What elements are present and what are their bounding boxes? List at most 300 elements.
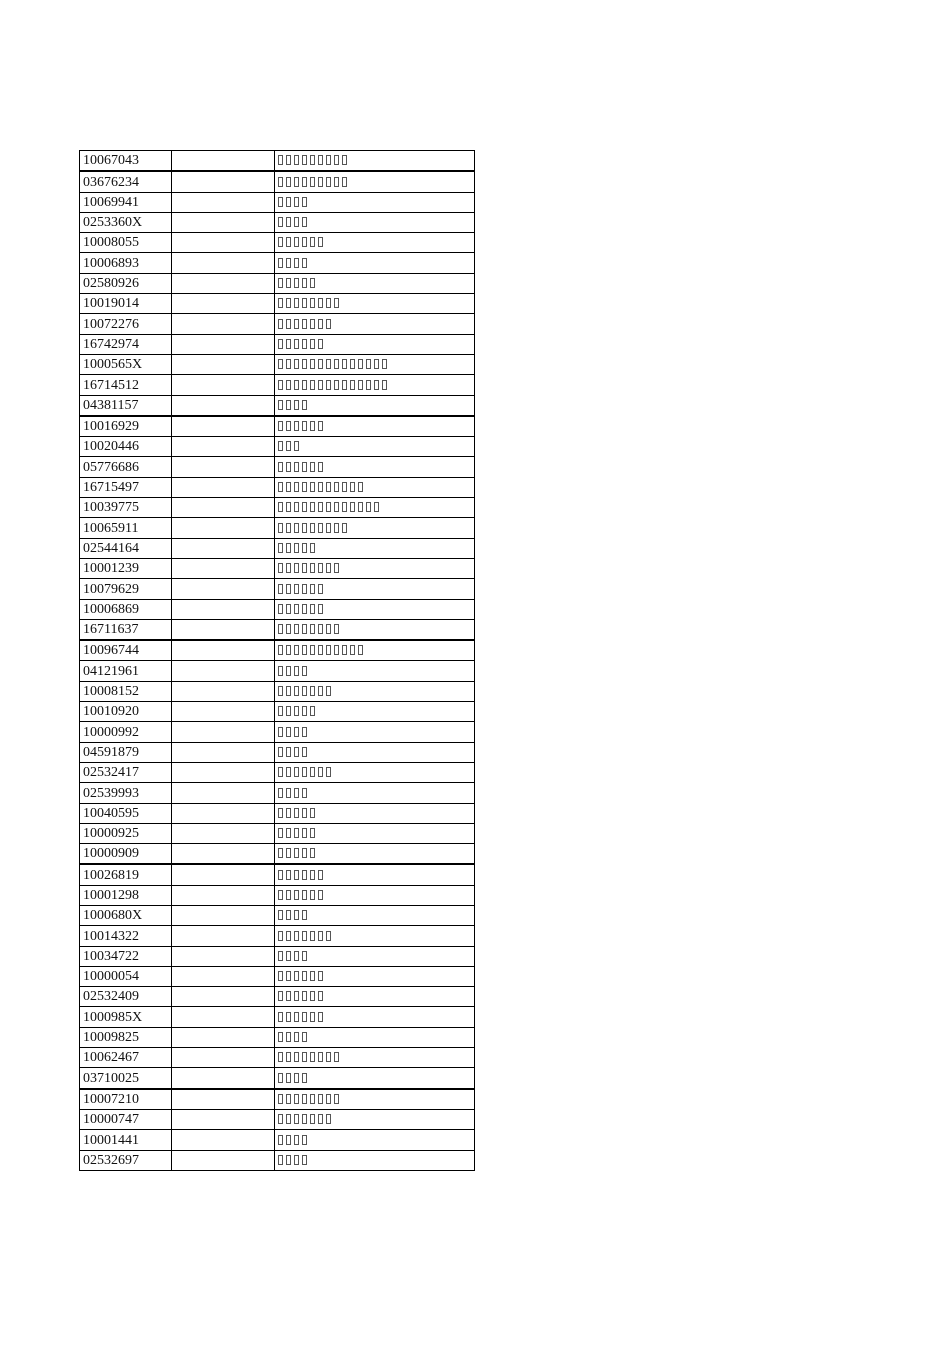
- missing-glyph-icon: [286, 890, 291, 900]
- missing-glyph-icon: [318, 604, 323, 614]
- code-cell[interactable]: 1000565X: [80, 354, 172, 374]
- missing-glyph-icon: [342, 155, 347, 165]
- code-cell[interactable]: 10062467: [80, 1048, 172, 1068]
- code-cell[interactable]: 10000747: [80, 1109, 172, 1129]
- missing-glyph-icon: [334, 380, 339, 390]
- missing-glyph-icon: [302, 523, 307, 533]
- code-cell[interactable]: 04381157: [80, 395, 172, 416]
- empty-cell[interactable]: [172, 498, 275, 518]
- empty-cell[interactable]: [172, 212, 275, 232]
- missing-glyph-icon: [294, 1114, 299, 1124]
- missing-glyph-icon: [310, 584, 315, 594]
- missing-glyph-icon: [310, 848, 315, 858]
- name-cell[interactable]: [275, 375, 475, 395]
- name-cell[interactable]: [275, 1027, 475, 1047]
- name-cell[interactable]: [275, 1109, 475, 1129]
- code-cell[interactable]: 10016929: [80, 416, 172, 437]
- missing-glyph-icon: [302, 462, 307, 472]
- missing-glyph-icon: [310, 645, 315, 655]
- code-cell[interactable]: 04121961: [80, 661, 172, 681]
- empty-cell[interactable]: [172, 334, 275, 354]
- missing-glyph-icon: [310, 1012, 315, 1022]
- name-cell[interactable]: [275, 558, 475, 578]
- table-row: [80, 661, 475, 681]
- empty-cell[interactable]: [172, 1068, 275, 1089]
- empty-cell[interactable]: [172, 803, 275, 823]
- empty-cell[interactable]: [172, 926, 275, 946]
- missing-glyph-icon: [318, 1012, 323, 1022]
- name-cell[interactable]: [275, 702, 475, 722]
- missing-glyph-icon: [286, 991, 291, 1001]
- code-cell[interactable]: 10034722: [80, 946, 172, 966]
- missing-glyph-icon: [334, 1094, 339, 1104]
- code-cell[interactable]: 10008055: [80, 233, 172, 253]
- name-cell[interactable]: [275, 926, 475, 946]
- name-cell[interactable]: [275, 1150, 475, 1170]
- code-cell[interactable]: 02580926: [80, 273, 172, 293]
- code-cell[interactable]: 10067043: [80, 151, 172, 172]
- name-cell[interactable]: [275, 1048, 475, 1068]
- code-cell[interactable]: 10026819: [80, 864, 172, 885]
- code-cell[interactable]: 10007210: [80, 1089, 172, 1110]
- empty-cell[interactable]: [172, 354, 275, 374]
- empty-cell[interactable]: [172, 273, 275, 293]
- missing-glyph-icon: [286, 788, 291, 798]
- empty-cell[interactable]: [172, 823, 275, 843]
- code-cell[interactable]: 10079629: [80, 579, 172, 599]
- missing-glyph-icon: [302, 1114, 307, 1124]
- missing-glyph-icon: [278, 890, 283, 900]
- missing-glyph-icon: [286, 828, 291, 838]
- name-cell[interactable]: [275, 416, 475, 437]
- name-cell[interactable]: [275, 762, 475, 782]
- missing-glyph-icon: [286, 237, 291, 247]
- empty-cell[interactable]: [172, 864, 275, 885]
- empty-cell[interactable]: [172, 762, 275, 782]
- name-cell[interactable]: [275, 579, 475, 599]
- empty-cell[interactable]: [172, 1150, 275, 1170]
- missing-glyph-icon: [286, 951, 291, 961]
- name-cell[interactable]: [275, 538, 475, 558]
- missing-glyph-icon: [294, 298, 299, 308]
- empty-cell[interactable]: [172, 987, 275, 1007]
- missing-glyph-icon: [302, 155, 307, 165]
- empty-cell[interactable]: [172, 1007, 275, 1027]
- table-row: [80, 864, 475, 885]
- missing-glyph-icon: [318, 624, 323, 634]
- missing-glyph-icon: [294, 910, 299, 920]
- missing-glyph-icon: [302, 848, 307, 858]
- name-cell[interactable]: [275, 987, 475, 1007]
- missing-glyph-icon: [294, 380, 299, 390]
- empty-cell[interactable]: [172, 192, 275, 212]
- name-cell[interactable]: [275, 151, 475, 172]
- name-cell[interactable]: [275, 885, 475, 905]
- name-cell[interactable]: [275, 457, 475, 477]
- missing-glyph-icon: [286, 645, 291, 655]
- table-row: [80, 273, 475, 293]
- missing-glyph-icon: [310, 971, 315, 981]
- empty-cell[interactable]: [172, 619, 275, 640]
- missing-glyph-icon: [334, 177, 339, 187]
- missing-glyph-icon: [342, 502, 347, 512]
- table-row: [80, 681, 475, 701]
- missing-glyph-icon: [286, 462, 291, 472]
- empty-cell[interactable]: [172, 1048, 275, 1068]
- missing-glyph-icon: [294, 359, 299, 369]
- name-cell[interactable]: [275, 1130, 475, 1150]
- empty-cell[interactable]: [172, 416, 275, 437]
- missing-glyph-icon: [302, 931, 307, 941]
- name-cell[interactable]: [275, 966, 475, 986]
- missing-glyph-icon: [278, 278, 283, 288]
- code-cell[interactable]: 10019014: [80, 294, 172, 314]
- missing-glyph-icon: [278, 747, 283, 757]
- name-cell[interactable]: [275, 946, 475, 966]
- missing-glyph-icon: [278, 1114, 283, 1124]
- code-cell[interactable]: 10000992: [80, 722, 172, 742]
- name-cell[interactable]: [275, 619, 475, 640]
- name-cell[interactable]: [275, 253, 475, 273]
- missing-glyph-icon: [278, 482, 283, 492]
- name-cell[interactable]: [275, 661, 475, 681]
- missing-glyph-icon: [294, 502, 299, 512]
- missing-glyph-icon: [318, 1094, 323, 1104]
- name-cell[interactable]: [275, 437, 475, 457]
- empty-cell[interactable]: [172, 1027, 275, 1047]
- missing-glyph-icon: [286, 197, 291, 207]
- missing-glyph-icon: [286, 543, 291, 553]
- missing-glyph-icon: [302, 991, 307, 1001]
- code-cell[interactable]: 0253360X: [80, 212, 172, 232]
- empty-cell[interactable]: [172, 1089, 275, 1110]
- missing-glyph-icon: [278, 1135, 283, 1145]
- code-cell[interactable]: 10008152: [80, 681, 172, 701]
- code-cell[interactable]: 10020446: [80, 437, 172, 457]
- missing-glyph-icon: [334, 482, 339, 492]
- missing-glyph-icon: [310, 624, 315, 634]
- missing-glyph-icon: [278, 339, 283, 349]
- missing-glyph-icon: [334, 298, 339, 308]
- code-cell[interactable]: 16742974: [80, 334, 172, 354]
- table-row: [80, 1089, 475, 1110]
- name-cell[interactable]: [275, 1068, 475, 1089]
- table-row: [80, 233, 475, 253]
- missing-glyph-icon: [326, 298, 331, 308]
- missing-glyph-icon: [326, 177, 331, 187]
- table-row: [80, 823, 475, 843]
- missing-glyph-icon: [302, 1012, 307, 1022]
- name-cell[interactable]: [275, 395, 475, 416]
- missing-glyph-icon: [302, 278, 307, 288]
- name-cell[interactable]: [275, 212, 475, 232]
- empty-cell[interactable]: [172, 171, 275, 192]
- missing-glyph-icon: [278, 237, 283, 247]
- table-row: [80, 416, 475, 437]
- missing-glyph-icon: [318, 380, 323, 390]
- missing-glyph-icon: [318, 686, 323, 696]
- missing-glyph-icon: [334, 155, 339, 165]
- empty-cell[interactable]: [172, 579, 275, 599]
- code-cell[interactable]: 02532409: [80, 987, 172, 1007]
- missing-glyph-icon: [302, 624, 307, 634]
- missing-glyph-icon: [318, 502, 323, 512]
- name-cell[interactable]: [275, 722, 475, 742]
- empty-cell[interactable]: [172, 905, 275, 925]
- missing-glyph-icon: [326, 482, 331, 492]
- table-row: [80, 640, 475, 661]
- name-cell[interactable]: [275, 334, 475, 354]
- name-cell[interactable]: [275, 294, 475, 314]
- empty-cell[interactable]: [172, 538, 275, 558]
- missing-glyph-icon: [278, 624, 283, 634]
- code-cell[interactable]: 10001239: [80, 558, 172, 578]
- missing-glyph-icon: [294, 706, 299, 716]
- missing-glyph-icon: [302, 971, 307, 981]
- missing-glyph-icon: [286, 217, 291, 227]
- code-cell[interactable]: 1000985X: [80, 1007, 172, 1027]
- missing-glyph-icon: [302, 584, 307, 594]
- name-cell[interactable]: [275, 1089, 475, 1110]
- missing-glyph-icon: [286, 666, 291, 676]
- empty-cell[interactable]: [172, 640, 275, 661]
- empty-cell[interactable]: [172, 885, 275, 905]
- code-cell[interactable]: 02544164: [80, 538, 172, 558]
- empty-cell[interactable]: [172, 661, 275, 681]
- missing-glyph-icon: [310, 482, 315, 492]
- missing-glyph-icon: [286, 1012, 291, 1022]
- code-cell[interactable]: 16715497: [80, 477, 172, 497]
- missing-glyph-icon: [278, 441, 283, 451]
- name-cell[interactable]: [275, 742, 475, 762]
- code-cell[interactable]: 10006869: [80, 599, 172, 619]
- name-cell[interactable]: [275, 498, 475, 518]
- missing-glyph-icon: [294, 991, 299, 1001]
- name-cell[interactable]: [275, 192, 475, 212]
- missing-glyph-icon: [374, 359, 379, 369]
- missing-glyph-icon: [302, 563, 307, 573]
- missing-glyph-icon: [310, 563, 315, 573]
- missing-glyph-icon: [302, 380, 307, 390]
- missing-glyph-icon: [310, 686, 315, 696]
- missing-glyph-icon: [310, 319, 315, 329]
- empty-cell[interactable]: [172, 742, 275, 762]
- name-cell[interactable]: [275, 844, 475, 865]
- empty-cell[interactable]: [172, 783, 275, 803]
- missing-glyph-icon: [278, 359, 283, 369]
- code-cell[interactable]: 10040595: [80, 803, 172, 823]
- missing-glyph-icon: [318, 298, 323, 308]
- empty-cell[interactable]: [172, 253, 275, 273]
- table-row: [80, 477, 475, 497]
- empty-cell[interactable]: [172, 681, 275, 701]
- code-cell[interactable]: 10000054: [80, 966, 172, 986]
- code-cell[interactable]: 10001298: [80, 885, 172, 905]
- empty-cell[interactable]: [172, 558, 275, 578]
- empty-cell[interactable]: [172, 477, 275, 497]
- missing-glyph-icon: [286, 502, 291, 512]
- empty-cell[interactable]: [172, 1109, 275, 1129]
- missing-glyph-icon: [294, 482, 299, 492]
- missing-glyph-icon: [374, 502, 379, 512]
- missing-glyph-icon: [334, 563, 339, 573]
- name-cell[interactable]: [275, 354, 475, 374]
- name-cell[interactable]: [275, 314, 475, 334]
- code-cell[interactable]: 10001441: [80, 1130, 172, 1150]
- empty-cell[interactable]: [172, 599, 275, 619]
- missing-glyph-icon: [366, 359, 371, 369]
- missing-glyph-icon: [286, 971, 291, 981]
- table-row: [80, 844, 475, 865]
- missing-glyph-icon: [366, 502, 371, 512]
- code-cell[interactable]: 10010920: [80, 702, 172, 722]
- name-cell[interactable]: [275, 233, 475, 253]
- name-cell[interactable]: [275, 273, 475, 293]
- missing-glyph-icon: [286, 1094, 291, 1104]
- missing-glyph-icon: [294, 278, 299, 288]
- missing-glyph-icon: [278, 319, 283, 329]
- table-row: [80, 498, 475, 518]
- name-cell[interactable]: [275, 803, 475, 823]
- table-row: [80, 212, 475, 232]
- missing-glyph-icon: [302, 645, 307, 655]
- table-row: [80, 314, 475, 334]
- code-cell[interactable]: 02532417: [80, 762, 172, 782]
- code-cell[interactable]: 10065911: [80, 518, 172, 538]
- name-cell[interactable]: [275, 783, 475, 803]
- missing-glyph-icon: [382, 380, 387, 390]
- missing-glyph-icon: [350, 502, 355, 512]
- missing-glyph-icon: [278, 1032, 283, 1042]
- missing-glyph-icon: [286, 624, 291, 634]
- missing-glyph-icon: [294, 339, 299, 349]
- missing-glyph-icon: [294, 971, 299, 981]
- missing-glyph-icon: [286, 1032, 291, 1042]
- missing-glyph-icon: [302, 1032, 307, 1042]
- code-cell[interactable]: 16714512: [80, 375, 172, 395]
- missing-glyph-icon: [310, 155, 315, 165]
- name-cell[interactable]: [275, 171, 475, 192]
- table-row: [80, 375, 475, 395]
- missing-glyph-icon: [310, 1114, 315, 1124]
- name-cell[interactable]: [275, 823, 475, 843]
- empty-cell[interactable]: [172, 702, 275, 722]
- code-cell[interactable]: 1000680X: [80, 905, 172, 925]
- code-cell[interactable]: 02532697: [80, 1150, 172, 1170]
- missing-glyph-icon: [278, 767, 283, 777]
- empty-cell[interactable]: [172, 457, 275, 477]
- code-cell[interactable]: 10069941: [80, 192, 172, 212]
- name-cell[interactable]: [275, 518, 475, 538]
- missing-glyph-icon: [302, 808, 307, 818]
- missing-glyph-icon: [302, 706, 307, 716]
- code-cell[interactable]: 10072276: [80, 314, 172, 334]
- missing-glyph-icon: [318, 359, 323, 369]
- empty-cell[interactable]: [172, 151, 275, 172]
- missing-glyph-icon: [278, 298, 283, 308]
- name-cell[interactable]: [275, 681, 475, 701]
- table-row: [80, 742, 475, 762]
- code-cell[interactable]: 10009825: [80, 1027, 172, 1047]
- empty-cell[interactable]: [172, 966, 275, 986]
- code-cell[interactable]: 02539993: [80, 783, 172, 803]
- missing-glyph-icon: [310, 339, 315, 349]
- empty-cell[interactable]: [172, 722, 275, 742]
- missing-glyph-icon: [350, 645, 355, 655]
- code-cell[interactable]: 16711637: [80, 619, 172, 640]
- table-row: [80, 1130, 475, 1150]
- table-row: [80, 354, 475, 374]
- missing-glyph-icon: [310, 298, 315, 308]
- missing-glyph-icon: [302, 177, 307, 187]
- missing-glyph-icon: [302, 686, 307, 696]
- missing-glyph-icon: [302, 890, 307, 900]
- missing-glyph-icon: [342, 177, 347, 187]
- missing-glyph-icon: [278, 177, 283, 187]
- name-cell[interactable]: [275, 477, 475, 497]
- code-cell[interactable]: 10096744: [80, 640, 172, 661]
- code-cell[interactable]: 10039775: [80, 498, 172, 518]
- code-cell[interactable]: 04591879: [80, 742, 172, 762]
- missing-glyph-icon: [278, 604, 283, 614]
- code-cell[interactable]: 05776686: [80, 457, 172, 477]
- empty-cell[interactable]: [172, 314, 275, 334]
- missing-glyph-icon: [294, 155, 299, 165]
- table-row: [80, 905, 475, 925]
- table-row: [80, 579, 475, 599]
- missing-glyph-icon: [286, 421, 291, 431]
- missing-glyph-icon: [318, 971, 323, 981]
- code-cell[interactable]: 03676234: [80, 171, 172, 192]
- missing-glyph-icon: [286, 910, 291, 920]
- missing-glyph-icon: [278, 421, 283, 431]
- missing-glyph-icon: [286, 298, 291, 308]
- missing-glyph-icon: [318, 177, 323, 187]
- empty-cell[interactable]: [172, 518, 275, 538]
- code-cell[interactable]: 10000909: [80, 844, 172, 865]
- code-cell[interactable]: 10006893: [80, 253, 172, 273]
- missing-glyph-icon: [302, 1052, 307, 1062]
- name-cell[interactable]: [275, 905, 475, 925]
- missing-glyph-icon: [286, 584, 291, 594]
- empty-cell[interactable]: [172, 395, 275, 416]
- missing-glyph-icon: [278, 848, 283, 858]
- empty-cell[interactable]: [172, 233, 275, 253]
- missing-glyph-icon: [278, 1094, 283, 1104]
- empty-cell[interactable]: [172, 844, 275, 865]
- empty-cell[interactable]: [172, 294, 275, 314]
- missing-glyph-icon: [310, 462, 315, 472]
- empty-cell[interactable]: [172, 946, 275, 966]
- name-cell[interactable]: [275, 1007, 475, 1027]
- name-cell[interactable]: [275, 640, 475, 661]
- code-cell[interactable]: 10014322: [80, 926, 172, 946]
- missing-glyph-icon: [302, 543, 307, 553]
- missing-glyph-icon: [294, 828, 299, 838]
- code-cell[interactable]: 10000925: [80, 823, 172, 843]
- empty-cell[interactable]: [172, 437, 275, 457]
- missing-glyph-icon: [302, 788, 307, 798]
- name-cell[interactable]: [275, 599, 475, 619]
- empty-cell[interactable]: [172, 1130, 275, 1150]
- missing-glyph-icon: [286, 706, 291, 716]
- code-cell[interactable]: 03710025: [80, 1068, 172, 1089]
- missing-glyph-icon: [310, 890, 315, 900]
- missing-glyph-icon: [310, 1094, 315, 1104]
- empty-cell[interactable]: [172, 375, 275, 395]
- table-row: [80, 395, 475, 416]
- name-cell[interactable]: [275, 864, 475, 885]
